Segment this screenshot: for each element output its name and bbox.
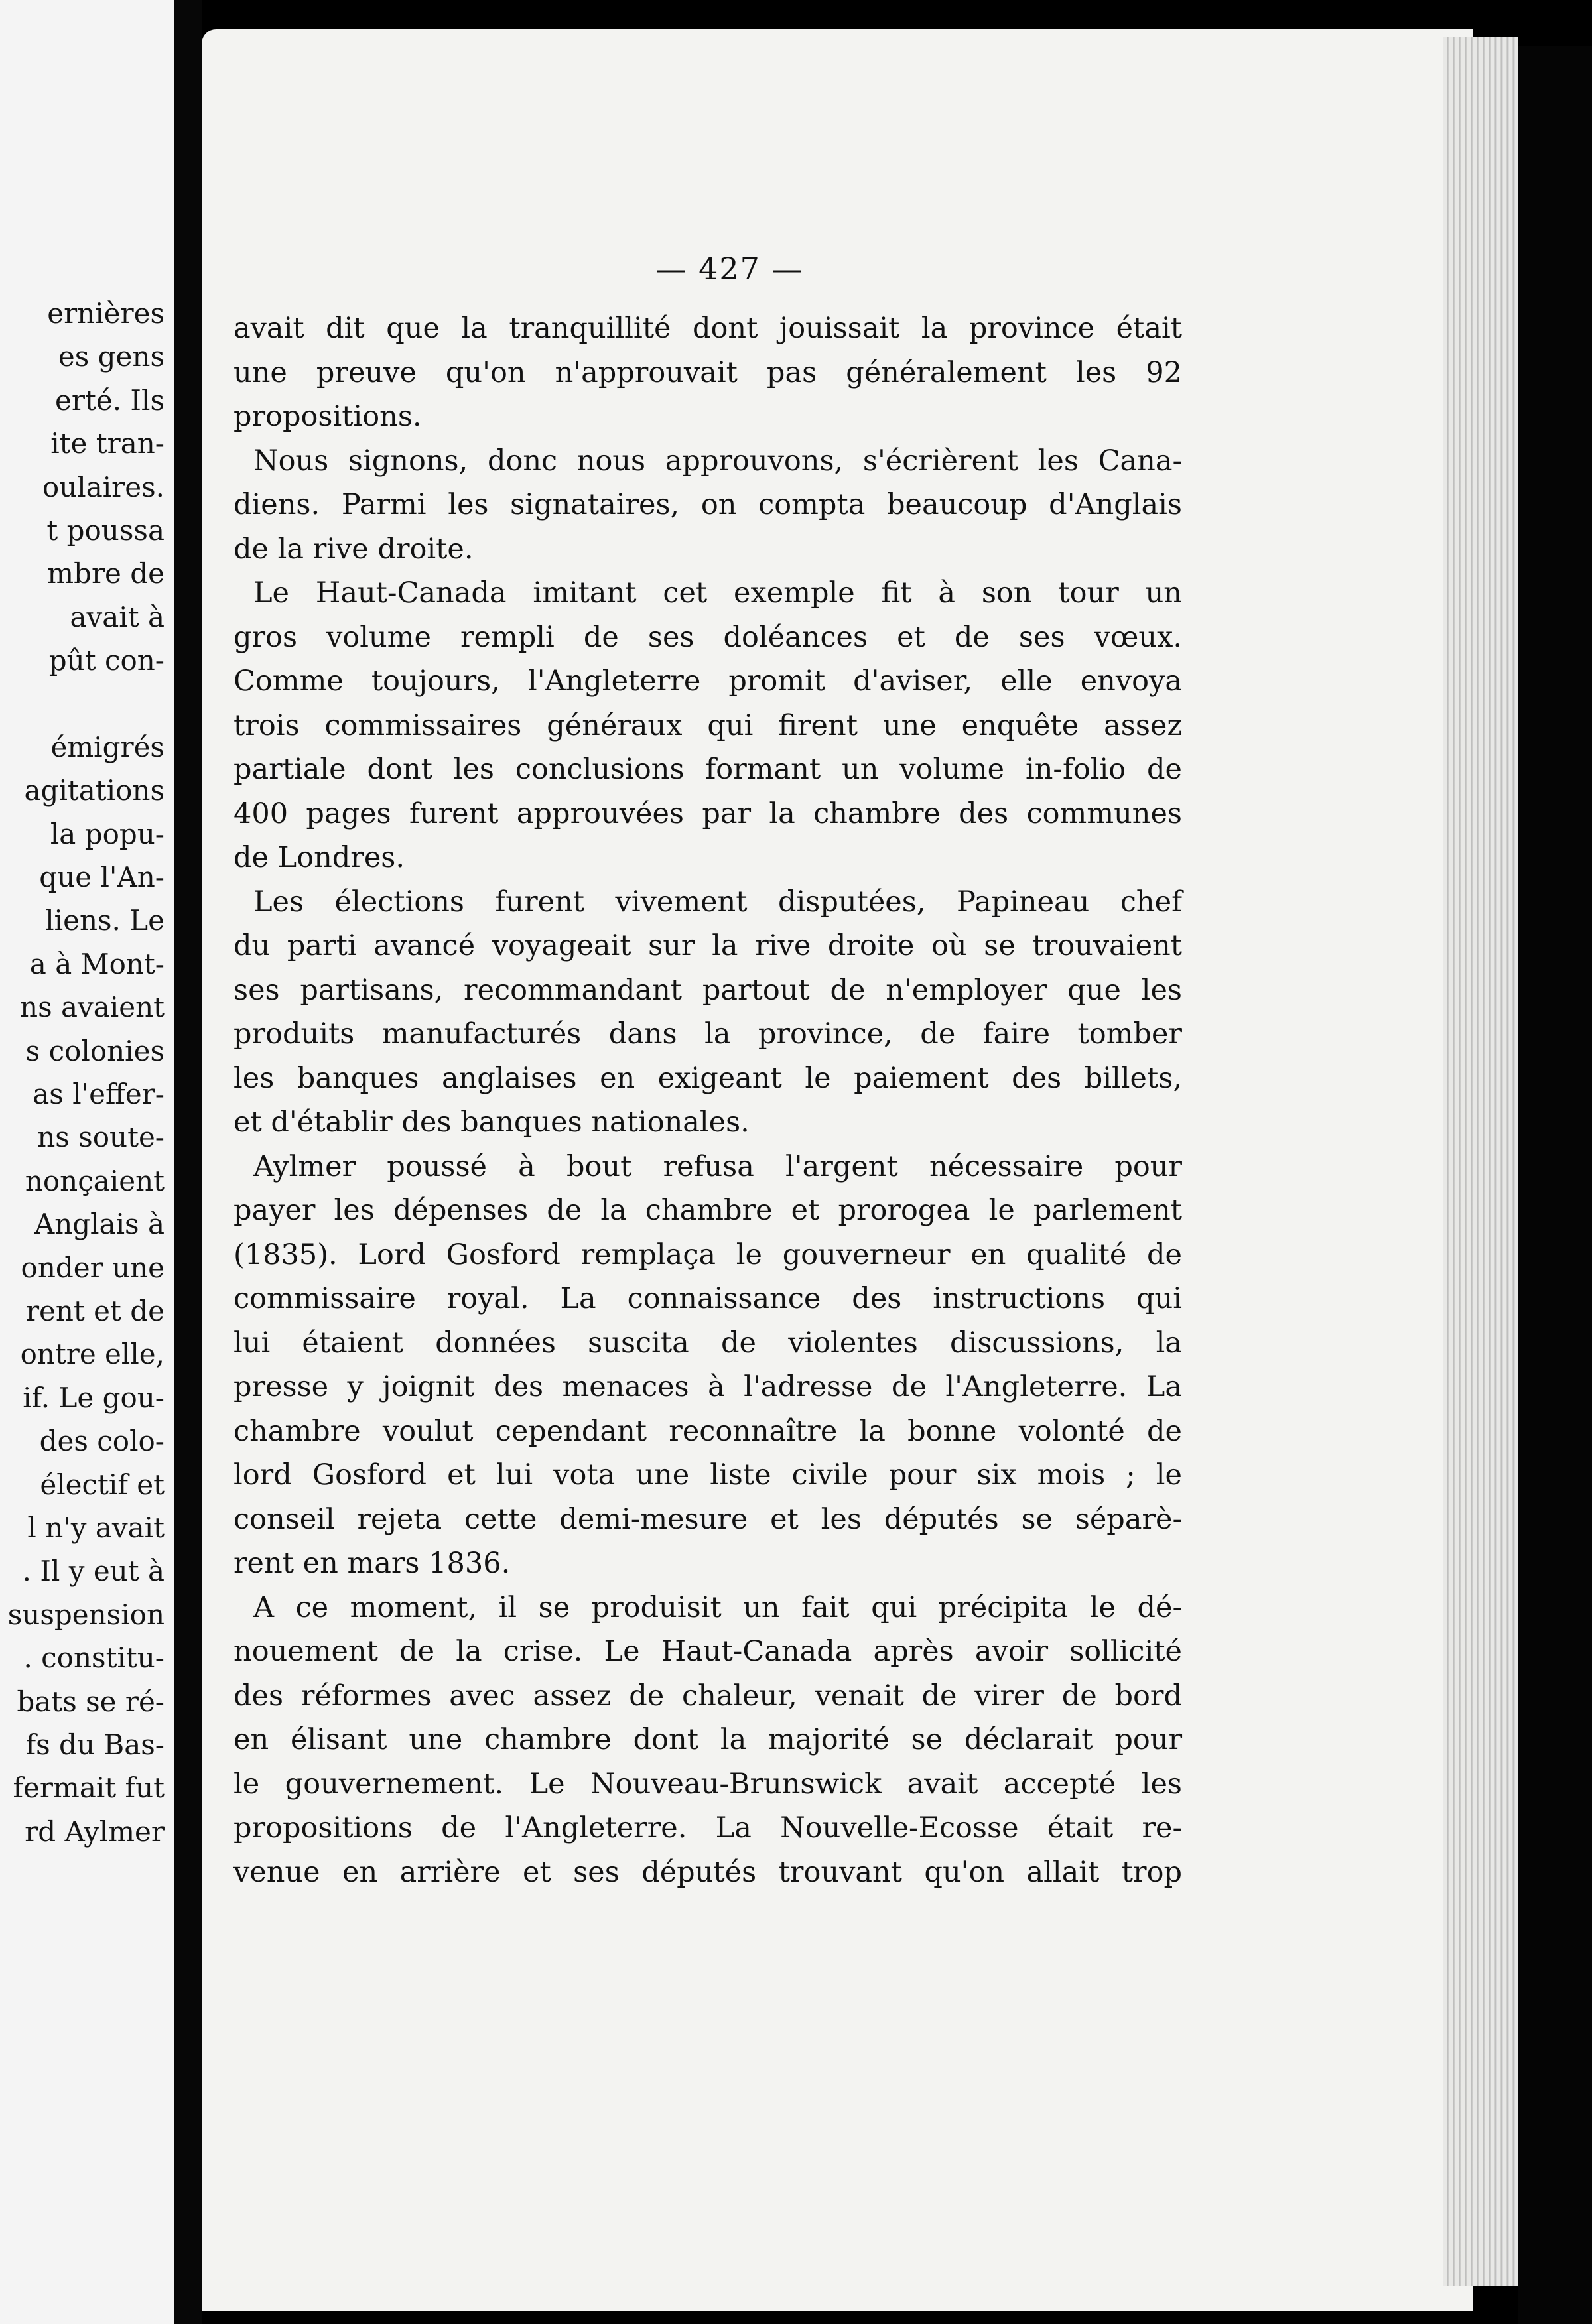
text-line: en élisant une chambre dont la majorité se déclarait pour [233, 1723, 1182, 1756]
previous-page-line: rd Aylmer [25, 1815, 165, 1848]
previous-page-line: Anglais à [34, 1208, 165, 1241]
text-line: chambre voulut cependant reconnaître la bonne volonté de [233, 1414, 1182, 1448]
text-line: propositions. [233, 400, 422, 433]
previous-page-line: onder une [21, 1251, 165, 1284]
text-line: et d'établir des banques nationales. [233, 1106, 750, 1139]
text-line: le gouvernement. Le Nouveau-Brunswick avait accepté les [233, 1767, 1182, 1801]
previous-page-line [0, 682, 165, 726]
text-line: gros volume rempli de ses doléances et de ses vœux. [233, 620, 1182, 654]
text-line: Comme toujours, l'Angleterre promit d'aviser, elle envoya [233, 665, 1182, 698]
previous-page-text [0, 292, 165, 1853]
previous-page-line: bats se ré- [17, 1685, 165, 1718]
previous-page-line: ite tran- [50, 427, 165, 460]
text-line: venue en arrière et ses députés trouvant qu'on allait trop [233, 1855, 1182, 1889]
text-line: de la rive droite. [233, 532, 474, 566]
text-line: rent en mars 1836. [233, 1547, 511, 1580]
text-line: 400 pages furent approuvées par la chambre des communes [233, 797, 1182, 830]
book-gutter [174, 0, 202, 2324]
text-line: presse y joignit des menaces à l'adresse de l'Angleterre. La [233, 1370, 1182, 1403]
previous-page-line: fermait fut [13, 1772, 165, 1805]
text-line: conseil rejeta cette demi-mesure et les députés se séparè- [233, 1502, 1182, 1536]
previous-page-line: nonçaient [25, 1164, 165, 1197]
previous-page-line: la popu- [50, 817, 165, 850]
previous-page-line: es gens [58, 340, 165, 373]
text-line: une preuve qu'on n'approuvait pas généralement les 92 [233, 355, 1182, 389]
text-line: les banques anglaises en exigeant le paiement des billets, [233, 1061, 1182, 1095]
text-line: des réformes avec assez de chaleur, venait de virer de bord [233, 1679, 1182, 1712]
previous-page-line: t poussa [46, 513, 165, 547]
text-line: ses partisans, recommandant partout de n'employer que les [233, 973, 1182, 1007]
previous-page-line: pût con- [48, 644, 165, 677]
text-line: Le Haut-Canada imitant cet exemple fit à son tour un [253, 576, 1182, 610]
previous-page-line: des colo- [39, 1425, 165, 1458]
previous-page-line: que l'An- [39, 861, 165, 894]
previous-page-line: . constitu- [23, 1642, 165, 1675]
previous-page-line: agitations [24, 774, 165, 807]
previous-page-line: avait à [70, 600, 165, 633]
page-body-text [233, 306, 1182, 1894]
text-line: diens. Parmi les signataires, on compta beaucoup d'Anglais [233, 488, 1182, 521]
text-line: (1835). Lord Gosford remplaça le gouverneur en qualité de [233, 1238, 1182, 1271]
text-line: nouement de la crise. Le Haut-Canada après avoir sollicité [233, 1635, 1182, 1668]
text-line: produits manufacturés dans la province, de faire tomber [233, 1017, 1182, 1051]
page-number: — 427 — [655, 251, 804, 287]
text-line: avait dit que la tranquillité dont jouissait la province était [233, 312, 1182, 345]
text-line: commissaire royal. La connaissance des instructions qui [233, 1282, 1182, 1315]
text-line: Aylmer poussé à bout refusa l'argent nécessaire pour [253, 1149, 1182, 1183]
previous-page-line: électif et [40, 1468, 165, 1501]
previous-page-line: suspension [7, 1598, 165, 1631]
text-line: Nous signons, donc nous approuvons, s'écrièrent les Cana- [253, 444, 1182, 478]
previous-page-line: erté. Ils [55, 383, 165, 417]
previous-page-line: ontre elle, [20, 1338, 165, 1371]
previous-page-line: liens. Le [45, 904, 165, 937]
previous-page-line: oulaires. [42, 470, 165, 503]
previous-page-line: as l'effer- [33, 1078, 165, 1111]
previous-page-line: ernières [47, 297, 165, 330]
previous-page-line: émigrés [50, 730, 165, 763]
previous-page-line: ns soute- [37, 1121, 165, 1154]
text-line: lui étaient données suscita de violentes discussions, la [233, 1326, 1182, 1360]
previous-page-fragment [0, 0, 174, 2324]
previous-page-line: mbre de [47, 557, 165, 590]
previous-page-line: if. Le gou- [23, 1381, 165, 1414]
text-line: du parti avancé voyageait sur la rive droite où se trouvaient [233, 929, 1182, 962]
text-line: propositions de l'Angleterre. La Nouvelle-Ecosse était re- [233, 1811, 1182, 1844]
text-line: partiale dont les conclusions formant un volume in-folio de [233, 753, 1182, 786]
scan-background-edge [1518, 46, 1592, 2324]
previous-page-line: a à Mont- [29, 947, 165, 980]
page-edges [1443, 37, 1518, 2286]
previous-page-line: s colonies [25, 1034, 165, 1067]
text-line: lord Gosford et lui vota une liste civile pour six mois ; le [233, 1458, 1182, 1492]
previous-page-line: fs du Bas- [25, 1728, 165, 1761]
previous-page-line: . Il y eut à [22, 1555, 165, 1588]
previous-page-line: l n'y avait [27, 1511, 165, 1544]
text-line: A ce moment, il se produisit un fait qui précipita le dé- [253, 1590, 1182, 1624]
previous-page-line: ns avaient [20, 991, 165, 1024]
text-line: trois commissaires généraux qui firent une enquête assez [233, 708, 1182, 742]
text-line: payer les dépenses de la chambre et prorogea le parlement [233, 1194, 1182, 1227]
text-line: Les élections furent vivement disputées, Papineau chef [253, 885, 1182, 919]
previous-page-line: rent et de [25, 1294, 165, 1327]
text-line: de Londres. [233, 841, 405, 874]
